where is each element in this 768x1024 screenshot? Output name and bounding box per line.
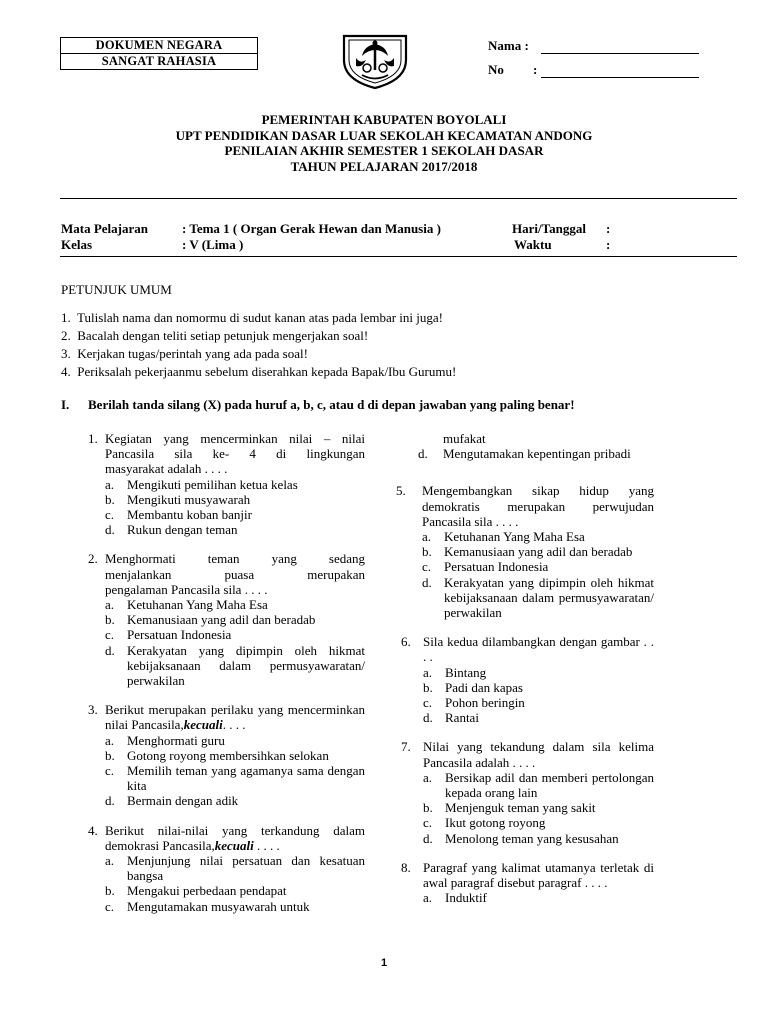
answer-option[interactable]: d. Rantai	[423, 710, 479, 726]
answer-option[interactable]: d. Bermain dengan adik	[105, 793, 239, 809]
answer-option[interactable]: b. Gotong royong membersihkan selokan	[105, 747, 329, 763]
answer-option[interactable]: b. Menjenguk teman yang sakit	[423, 800, 596, 816]
right-question-column	[396, 431, 654, 919]
answer-option[interactable]: d. Rukun dengan teman	[105, 522, 238, 538]
question-8: 8. Paragraf yang kalimat utamanya terletak di awal paragraf disebut paragraf . . . . a. Induktif	[401, 859, 654, 906]
part-instruction: Berilah tanda silang (X) pada huruf a, b, c, atau d di depan jawaban yang paling benar!	[88, 397, 575, 412]
instruction-item: 4. Periksalah pekerjaanmu sebelum diserahkan kepada Bapak/Ibu Gurumu!	[61, 364, 457, 379]
question-4: 4. Berikut nilai-nilai yang terkandung dalam demokrasi Pancasila,kecuali . . . . a. Menjunjung nilai persatuan dan kesatuan bangsa b. Mengakui perbedaan pendapat c. Mengutamakan musyawarah untuk	[88, 822, 365, 914]
answer-option[interactable]: b. Mengikuti musyawarah	[105, 491, 251, 507]
number-field[interactable]	[541, 77, 699, 78]
answer-option[interactable]: c. Memilih teman yang agamanya sama dengan kita	[105, 763, 365, 794]
answer-option[interactable]: a. Menjunjung nilai persatuan dan kesatuan bangsa	[105, 853, 365, 884]
subject-value: : Tema 1 ( Organ Gerak Hewan dan Manusia )	[182, 221, 441, 236]
time-label: Waktu	[514, 237, 552, 252]
regency-emblem-logo	[340, 30, 410, 90]
header-line-3: PENILAIAN AKHIR SEMESTER 1 SEKOLAH DASAR	[224, 143, 544, 158]
document-classification-box	[60, 37, 258, 70]
question-4-continuation: mufakat d. Mengutamakan kepentingan pribadi	[396, 431, 654, 461]
answer-option[interactable]: d. Menolong teman yang kesusahan	[423, 830, 619, 846]
day-date-label: Hari/Tanggal	[512, 221, 586, 236]
answer-option[interactable]: a. Ketuhanan Yang Maha Esa	[422, 529, 585, 545]
instruction-item: 2. Bacalah dengan teliti setiap petunjuk mengerjakan soal!	[61, 328, 369, 343]
instruction-item: 3. Kerjakan tugas/perintah yang ada pada soal!	[61, 346, 308, 361]
header-line-4: TAHUN PELAJARAN 2017/2018	[290, 158, 478, 174]
left-question-column	[88, 431, 365, 928]
answer-option[interactable]: b. Kemanusiaan yang adil dan beradab	[422, 544, 633, 560]
question-6: 6. Sila kedua dilambangkan dengan gambar . . . . a. Bintang b. Padi dan kapas c. Pohon beringin d. Rantai	[401, 634, 654, 726]
answer-option[interactable]: c. Mengutamakan musyawarah untuk	[105, 898, 310, 914]
answer-option[interactable]: c. Persatuan Indonesia	[422, 559, 549, 575]
class-value: : V (Lima )	[182, 237, 244, 252]
answer-option[interactable]: c. Ikut gotong royong	[423, 815, 546, 831]
page-number: 1	[380, 957, 388, 969]
answer-option[interactable]: d. Kerakyatan yang dipimpin oleh hikmat kebijaksanaan dalam permusyawaratan/ perwakilan	[422, 574, 654, 621]
answer-option[interactable]: a. Induktif	[423, 890, 487, 906]
meta-divider	[60, 256, 737, 257]
answer-option[interactable]: b. Padi dan kapas	[423, 679, 523, 695]
question-7: 7. Nilai yang tekandung dalam sila kelima Pancasila adalah . . . . a. Bersikap adil dan memberi pertolongan kepada orang lain b. Menjenguk teman yang sakit c. Ikut gotong royong d. Menolong teman yang kesusahan	[401, 739, 654, 846]
question-1: 1. Kegiatan yang mencerminkan nilai – nilai Pancasila sila ke- 4 di lingkungan masyarakat adalah . . . . a. Mengikuti pemilihan ketua kelas b. Mengikuti musyawarah c. Membantu koban banjir d. Rukun dengan teman	[88, 431, 365, 538]
header-line-1: PEMERINTAH KABUPATEN BOYOLALI	[261, 112, 507, 127]
general-instructions-list	[61, 309, 741, 381]
question-5: 5. Mengembangkan sikap hidup yang demokratis merupakan perwujudan Pancasila sila . . . . a. Ketuhanan Yang Maha Esa b. Kemanusiaan yang adil dan beradab c. Persatuan Indonesia d. Kerakyatan yang dipimpin oleh hikmat kebijaksanaan dalam permusyawaratan/ perwakilan	[396, 483, 654, 621]
general-instructions-title: PETUNJUK UMUM	[61, 282, 172, 297]
classification-line-1: DOKUMEN NEGARA	[95, 38, 223, 52]
answer-option[interactable]: c. Pohon beringin	[423, 695, 525, 711]
instruction-item: 1. Tulislah nama dan nomormu di sudut kanan atas pada lembar ini juga!	[61, 310, 443, 325]
answer-option[interactable]: b. Kemanusiaan yang adil dan beradab	[105, 612, 316, 628]
document-header	[0, 112, 768, 174]
answer-option[interactable]: a. Menghormati guru	[105, 732, 225, 748]
time-colon: :	[606, 237, 611, 252]
answer-option[interactable]: c. Membantu koban banjir	[105, 507, 252, 523]
answer-option[interactable]: a. Bintang	[423, 664, 487, 680]
question-3: 3. Berikut merupakan perilaku yang mencerminkan nilai Pancasila,kecuali. . . . a. Menghormati guru b. Gotong royong membersihkan selokan c. Memilih teman yang agamanya sama dengan kita d. Bermain dengan adik	[88, 702, 365, 809]
answer-option[interactable]: a. Bersikap adil dan memberi pertolongan kepada orang lain	[423, 769, 654, 801]
answer-option[interactable]: c. Persatuan Indonesia	[105, 627, 232, 643]
name-label: Nama :	[488, 38, 529, 53]
day-date-colon: :	[606, 221, 611, 236]
number-label: No	[488, 62, 504, 77]
class-label: Kelas	[61, 237, 93, 252]
header-line-2: UPT PENDIDIKAN DASAR LUAR SEKOLAH KECAMATAN ANDONG	[175, 127, 593, 143]
question-2: 2. Menghormati teman yang sedang menjalankan puasa merupakan pengalaman Pancasila sila . . . . a. Ketuhanan Yang Maha Esa b. Kemanusiaan yang adil dan beradab c. Persatuan Indonesia d. Kerakyatan yang dipimpin oleh hikmat kebijaksanaan dalam permusyawaratan/ perwakilan	[88, 551, 365, 689]
classification-line-2: SANGAT RAHASIA	[61, 53, 257, 69]
header-divider	[60, 198, 737, 199]
answer-option[interactable]: a. Ketuhanan Yang Maha Esa	[105, 597, 268, 613]
answer-option[interactable]: d. Mengutamakan kepentingan pribadi	[418, 446, 631, 462]
name-field[interactable]	[541, 53, 699, 54]
number-colon: :	[533, 62, 538, 77]
answer-option[interactable]: b. Mengakui perbedaan pendapat	[105, 883, 287, 899]
subject-label: Mata Pelajaran	[61, 221, 149, 236]
answer-option[interactable]: a. Mengikuti pemilihan ketua kelas	[105, 476, 298, 492]
answer-option[interactable]: d. Kerakyatan yang dipimpin oleh hikmat kebijaksanaan dalam permusyawaratan/ perwakilan	[105, 642, 365, 689]
part-number: I.	[61, 397, 70, 412]
